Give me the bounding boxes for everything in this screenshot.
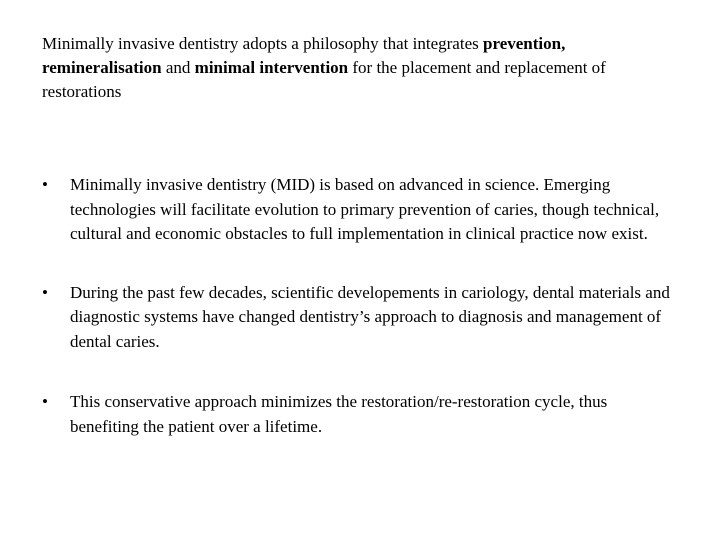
bullet-item	[40, 390, 680, 439]
bullet-item	[40, 173, 680, 247]
intro-text-2: and	[161, 58, 195, 77]
bullet-marker: •	[42, 175, 48, 194]
bullet-text: During the past few decades, scientific developements in cariology, dental materials and diagnostic systems have changed dentistry’s approach to diagnosis and management of dental caries.	[70, 282, 670, 351]
intro-text-3: for the placement and replacement of restorations	[42, 58, 606, 101]
intro-text-1: Minimally invasive dentistry adopts a philosophy that integrates	[42, 34, 483, 53]
bullet-text: This conservative approach minimizes the restoration/re-restoration cycle, thus benefiting the patient over a lifetime.	[70, 392, 608, 436]
bullet-text: Minimally invasive dentistry (MID) is based on advanced in science. Emerging technologies will facilitate evolution to primary prevention of caries, though technical, cultural and economic obstacles to full implementation in clinical practice now exist.	[70, 175, 660, 243]
bullet-list	[40, 173, 680, 439]
bullet-item	[40, 281, 680, 355]
bullet-marker: •	[42, 392, 48, 411]
bullet-marker: •	[42, 282, 48, 302]
intro-bold-minimal-intervention: minimal intervention	[194, 58, 349, 77]
intro-paragraph	[42, 32, 682, 104]
intro-bold-prevention-remineralisation: prevention, remineralisation	[42, 34, 566, 77]
